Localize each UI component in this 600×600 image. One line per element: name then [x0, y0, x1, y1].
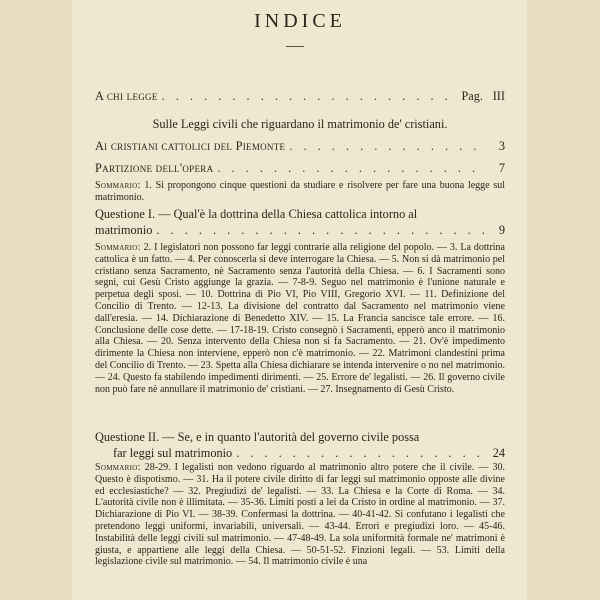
- summary-text: 2. I legislatori non possono far leggi contrarie alla religione del popolo. — 3. La dottrina cattolica è un fatto. — 4. Per conoscerla si deve interrogare la Chiesa. — 5. Non si dà matrimonio pel cristiano senza Sacramento, nè Sacramento senza l'autorità della Chiesa. — 6. I Sacramenti sono segni, cui Gesù Cristo aggiunge la grazia. — 7-8-9. Seguo nel matrimonio è l'unione naturale e perpetua degli sposi. — 10. Dottrina di Pio VI, Pio VIII, Gregorio XVI. — 11. Definizione del Concilio di Trento. — 12-13. La divisione del contratto dal Sacramento nel matrimonio viene dall'eresia. — 14. Dichiarazione di Benedetto XIV. — 15. La Francia sancisce tale errore. — 16. Conclusione delle cose dette. — 17-18-19. Cristo consegnò i Sacramenti, epperò anco il matrimonio alla Chiesa. — 20. Senza intervento della Chiesa non si fa Sacramento. — 21. Ov'è impedimento dirimente la Chiesa non interviene, epperò non c'è matrimonio. — 22. Matrimoni clandestini prima del Concilio di Trento. — 23. Spetta alla Chiesa dichiarare se intenda intervenire o no nel matrimonio. — 24. Questo fa stabilendo impedimenti dirimenti. — 25. Errore de' legalisti. — 26. Il governo civile non può fare nè annullare il matrimonio de' cristiani. — 27. Insegnamento di Gesù Cristo.: [95, 242, 505, 395]
- leader-dots: [162, 89, 458, 104]
- page-margin-right: [527, 0, 600, 600]
- toc-entry-questione-2[interactable]: [95, 429, 505, 461]
- toc-entry-cristiani-cattolici[interactable]: [95, 139, 505, 154]
- leader-dots: [217, 161, 487, 176]
- leader-dots: [236, 445, 487, 461]
- toc-entry-label: A chi legge: [95, 89, 158, 103]
- page-number: 9: [498, 223, 505, 237]
- page-number: 3: [498, 139, 505, 153]
- question-title-cont: matrimonio: [95, 223, 153, 237]
- question-title-cont: far leggi sul matrimonio: [113, 446, 233, 460]
- summary-block-2: [95, 242, 505, 395]
- leader-dots: [289, 139, 487, 154]
- page-number: 7: [498, 161, 505, 175]
- question-title: Questione I. — Qual'è la dottrina della Chiesa cattolica intorno al: [95, 207, 418, 221]
- summary-text: 1. Si propongono cinque questioni da studiare e risolvere per fare una buona legge sul matrimonio.: [95, 180, 506, 203]
- summary-label: Sommario:: [95, 242, 141, 253]
- summary-label: Sommario:: [95, 462, 141, 473]
- page-number: 24: [492, 446, 505, 460]
- section-subtitle: Sulle Leggi civili che riguardano il matrimonio de' cristiani.: [152, 117, 448, 131]
- toc-entry-label: Ai cristiani cattolici del Piemonte: [95, 139, 286, 153]
- summary-block-3: [95, 462, 505, 568]
- page-number: III: [492, 89, 505, 103]
- leader-dots: [156, 222, 487, 238]
- page-margin-left: [0, 0, 72, 600]
- toc-entry-questione-1[interactable]: [95, 206, 505, 238]
- toc-entry-label: Partizione dell'opera: [95, 161, 214, 175]
- toc-entry-partizione[interactable]: [95, 161, 505, 176]
- page-prefix: Pag.: [461, 89, 483, 103]
- summary-block-1: [95, 180, 505, 204]
- heading-rule: [286, 46, 304, 47]
- toc-entry-a-chi-legge[interactable]: [95, 89, 505, 104]
- summary-text: 28-29. I legalisti non vedono riguardo al matrimonio altro potere che il civile. — 30. Questo è dispotismo. — 31. Ha il potere civile diritto di far leggi sul matrimonio opposte alle divine ed ecclesiastiche? — 32. Pregiudizi de' legalisti. — 33. La Chiesa e la Corte di Roma. — 34. L'autorità civile non è illimitata. — 35-36. Limiti posti a lei da Cristo in ordine al matrimonio. — 37. Dichiarazione di Pio VI. — 38-39. Confermasi la dottrina. — 40-41-42. Si confutano i legalisti che pretendono leggi uniformi, invariabili, universali. — 43-44. Errori e pregiudizi loro. — 45-46. Instabilità delle leggi civili sul matrimonio. — 47-48-49. La sola uniformità formale ne' matrimoni è giusta, e appartiene alle leggi della Chiesa. — 50-51-52. Finzioni legali. — 53. Limiti della legislazione civile sul matrimonio. — 54. Il matrimonio civile è una: [95, 462, 506, 568]
- question-title: Questione II. — Se, e in quanto l'autorità del governo civile possa: [95, 430, 420, 444]
- page-heading: INDICE: [254, 10, 346, 32]
- summary-label: Sommario:: [95, 180, 141, 191]
